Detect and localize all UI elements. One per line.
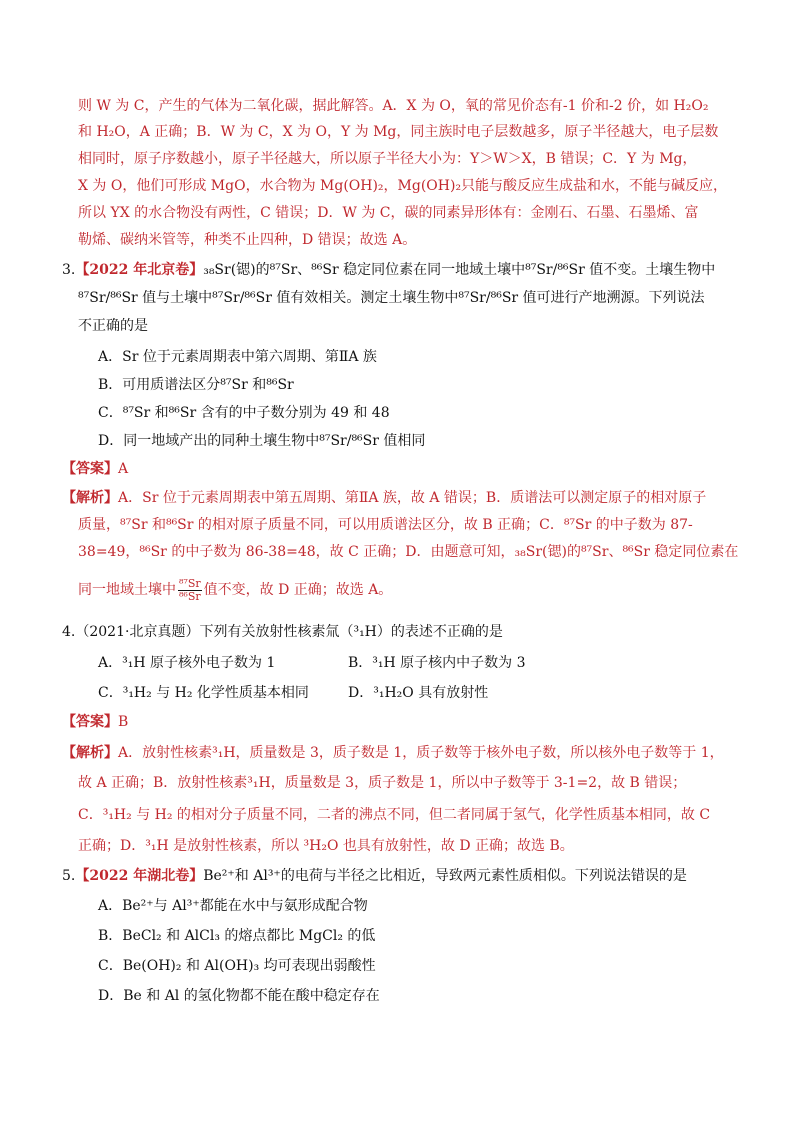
question-3-analysis-line-4: [78, 576, 392, 604]
question-4-option-b: B．³₁H 原子核内中子数为 3: [348, 655, 526, 671]
question-4-analysis-line-4: 正确；D．³₁H 是放射性核素，所以 ³H₂O 也具有放射性，故 D 正确；故选 B。: [78, 838, 574, 854]
question-4-option-a: A．³₁H 原子核外电子数为 1: [98, 655, 276, 671]
question-5-option-a: A．Be²⁺与 Al³⁺都能在水中与氨形成配合物: [98, 898, 368, 914]
question-3-text: ₃₈Sr(锶)的⁸⁷Sr、⁸⁶Sr 稳定同位素在同一地域土壤中⁸⁷Sr/⁸⁶Sr 值不变。土壤生物中: [203, 262, 716, 278]
question-5-option-c: C．Be(OH)₂ 和 Al(OH)₃ 均可表现出弱酸性: [98, 958, 376, 974]
question-3-stem-line-1: [62, 260, 715, 280]
question-3-analysis-text-4b: 值不变，故 D 正确；故选 A。: [203, 582, 393, 598]
question-4-analysis-tag: 【解析】: [62, 745, 118, 761]
question-3-analysis-tag: 【解析】: [62, 490, 118, 506]
question-5-source: 【2022 年湖北卷】: [75, 868, 204, 884]
question-3-analysis-line-1: [62, 488, 706, 508]
question-4-number: 4.: [62, 624, 76, 640]
question-4-source: （2021·北京真题）: [75, 624, 200, 640]
question-4-analysis-line-2: 故 A 正确；B．放射性核素³₁H，质量数是 3，质子数是 1，所以中子数等于 3-1=2，故 B 错误；: [78, 775, 687, 791]
question-4-answer-tag: 【答案】: [62, 714, 118, 730]
question-3-analysis-line-3: 38=49，⁸⁶Sr 的中子数为 86-38=48，故 C 正确；D．由题意可知，₃₈Sr(锶)的⁸⁷Sr、⁸⁶Sr 稳定同位素在: [78, 544, 739, 560]
prev-explanation-line-1: 则 W 为 C，产生的气体为二氧化碳，据此解答。A．X 为 O，氧的常见价态有-1 价和-2 价，如 H₂O₂: [78, 98, 709, 114]
question-4-stem-line-1: [62, 622, 503, 642]
question-5-option-b: B．BeCl₂ 和 AlCl₃ 的熔点都比 MgCl₂ 的低: [98, 928, 376, 944]
sr-ratio-denominator: ⁸⁶Sr: [179, 589, 201, 603]
question-3-option-b: B．可用质谱法区分⁸⁷Sr 和⁸⁶Sr: [98, 377, 294, 393]
prev-explanation-line-2: 和 H₂O，A 正确；B．W 为 C，X 为 O，Y 为 Mg，同主族时电子层数越多，原子半径越大，电子层数: [78, 124, 719, 140]
question-3-answer-value: A: [118, 461, 129, 477]
question-3-answer: [62, 459, 128, 479]
question-5-option-d: D．Be 和 Al 的氢化物都不能在酸中稳定存在: [98, 988, 380, 1004]
question-3-option-d: D．同一地域产出的同种土壤生物中⁸⁷Sr/⁸⁶Sr 值相同: [98, 433, 426, 449]
question-3-analysis-line-2: 质量，⁸⁷Sr 和⁸⁶Sr 的相对原子质量不同，可以用质谱法区分，故 B 正确；C．⁸⁷Sr 的中子数为 87-: [78, 517, 693, 533]
question-3-source: 【2022 年北京卷】: [75, 262, 204, 278]
sr-ratio-numerator: ⁸⁷Sr: [179, 576, 201, 590]
question-4-answer: [62, 712, 128, 732]
question-3-answer-tag: 【答案】: [62, 461, 118, 477]
prev-explanation-line-4: X 为 O，他们可形成 MgO，水合物为 Mg(OH)₂，Mg(OH)₂只能与酸反应生成盐和水，不能与碱反应，: [78, 178, 728, 194]
prev-explanation-line-5: 所以 YX 的水合物没有两性，C 错误；D．W 为 C，碳的同素异形体有：金刚石、石墨、石墨烯、富: [78, 205, 699, 221]
question-4-analysis-text-1: A．放射性核素³₁H，质量数是 3，质子数是 1，质子数等于核外电子数，所以核外电子数等于 1，: [118, 745, 724, 761]
question-5-number: 5.: [62, 868, 76, 884]
question-3-stem-line-3: 不正确的是: [78, 318, 148, 334]
question-5-text: Be²⁺和 Al³⁺的电荷与半径之比相近，导致两元素性质相似。下列说法错误的是: [203, 868, 687, 884]
question-3-option-c: C．⁸⁷Sr 和⁸⁶Sr 含有的中子数分别为 49 和 48: [98, 405, 390, 421]
question-3-number: 3.: [62, 262, 76, 278]
question-3-analysis-text-1: A．Sr 位于元素周期表中第五周期、第ⅡA 族，故 A 错误；B．质谱法可以测定原子的相对原子: [118, 490, 707, 506]
question-4-text: 下列有关放射性核素氚（³₁H）的表述不正确的是: [199, 624, 503, 640]
question-4-answer-value: B: [118, 714, 129, 730]
question-4-option-d: D．³₁H₂O 具有放射性: [348, 685, 489, 701]
question-5-stem-line-1: [62, 866, 687, 886]
question-4-analysis-line-3: C．³₁H₂ 与 H₂ 的相对分子质量不同，二者的沸点不同，但二者同属于氢气，化学性质基本相同，故 C: [78, 807, 711, 823]
question-4-analysis-line-1: [62, 743, 724, 763]
sr-ratio-fraction: [178, 578, 202, 603]
prev-explanation-line-3: 相同时，原子序数越小，原子半径越大，所以原子半径大小为：Y＞W＞X，B 错误；C．Y 为 Mg，: [78, 151, 697, 167]
question-3-analysis-text-4a: 同一地域土壤中: [78, 582, 176, 598]
question-4-option-c: C．³₁H₂ 与 H₂ 化学性质基本相同: [98, 685, 309, 701]
question-3-stem-line-2: ⁸⁷Sr/⁸⁶Sr 值与土壤中⁸⁷Sr/⁸⁶Sr 值有效相关。测定土壤生物中⁸⁷Sr/⁸⁶Sr 值可进行产地溯源。下列说法: [78, 290, 705, 306]
prev-explanation-line-6: 勒烯、碳纳米管等，种类不止四种，D 错误；故选 A。: [78, 232, 417, 248]
question-3-option-a: A．Sr 位于元素周期表中第六周期、第ⅡA 族: [98, 349, 377, 365]
